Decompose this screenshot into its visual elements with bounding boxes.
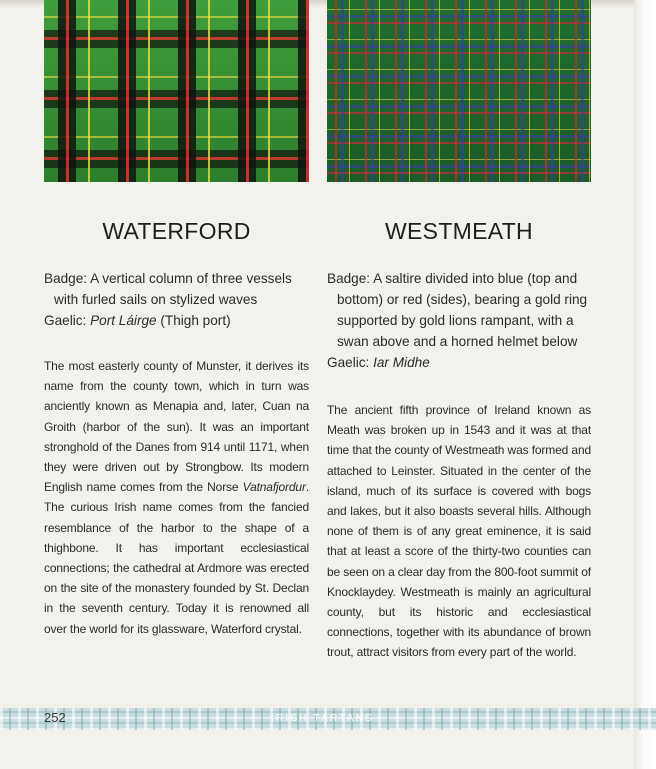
gaelic-name: Iar Midhe [373, 355, 430, 370]
westmeath-badge-block [327, 268, 597, 373]
gaelic-translation: (Thigh port) [156, 313, 231, 328]
badge-line: Badge: A saltire divided into blue (top and [327, 271, 578, 286]
gaelic-line [44, 310, 314, 331]
westmeath-tartan-swatch [327, 0, 591, 182]
gaelic-name: Port Láirge [90, 313, 157, 328]
westmeath-description: The ancient fifth province of Ireland known as Meath was broken up in 1543 and it was at that time that the county of Westmeath was formed and attached to Leinster. Situated in the center of the island, much of its surface is covered with bogs and lakes, but it also boasts several hills. Although none of them is of any great eminence, it is said that at least a score of the thirty-two counties can be seen on a clear day from the 800-foot summit of Knocklaydey. Westmeath is mainly an agricultural county, but its historic and ecclesiastical connections, together with its abundance of brown trout, attract visitors from every part of the world. [327, 403, 591, 660]
description-italic: Vatnafjordur [242, 480, 306, 495]
running-head: IRISH TARTANS [271, 713, 374, 724]
waterford-tartan-swatch [44, 0, 309, 182]
badge-line: with furled sails on stylized waves [54, 292, 258, 307]
waterford-description [44, 356, 309, 639]
gaelic-prefix: Gaelic: [327, 355, 374, 370]
page-number: 252 [44, 710, 66, 725]
gaelic-prefix: Gaelic: [44, 313, 91, 328]
westmeath-heading: WESTMEATH [385, 218, 533, 244]
badge-line: Badge: A vertical column of three vessels [44, 271, 292, 286]
description-text: The most easterly county of Munster, it derives its name from the county town, which in turn was anciently known as Menapia and, later, Cuan na Groith (harbor of the sun). It was an important stronghold of the Danes from 914 until 1171, when they were driven out by Strongbow. Its modern English name comes from the Norse [44, 359, 309, 495]
description-text: . The curious Irish name comes from the fancied resemblance of the harbor to the shape of a thighbone. It has important ecclesiastical connections; the cathedral at Ardmore was erected on the site of the monastery founded by St. Declan in the seventh century. Today it is renowned all over the world for its glassware, Waterford crystal. [44, 480, 309, 636]
gaelic-line [327, 352, 597, 373]
badge-line: swan above and a horned helmet below [337, 334, 578, 349]
waterford-heading: WATERFORD [102, 218, 251, 244]
page-edge [634, 0, 656, 769]
waterford-badge-block [44, 268, 314, 331]
badge-line: supported by gold lions rampant, with a [337, 313, 574, 328]
badge-line: bottom) or red (sides), bearing a gold ring [337, 292, 588, 307]
